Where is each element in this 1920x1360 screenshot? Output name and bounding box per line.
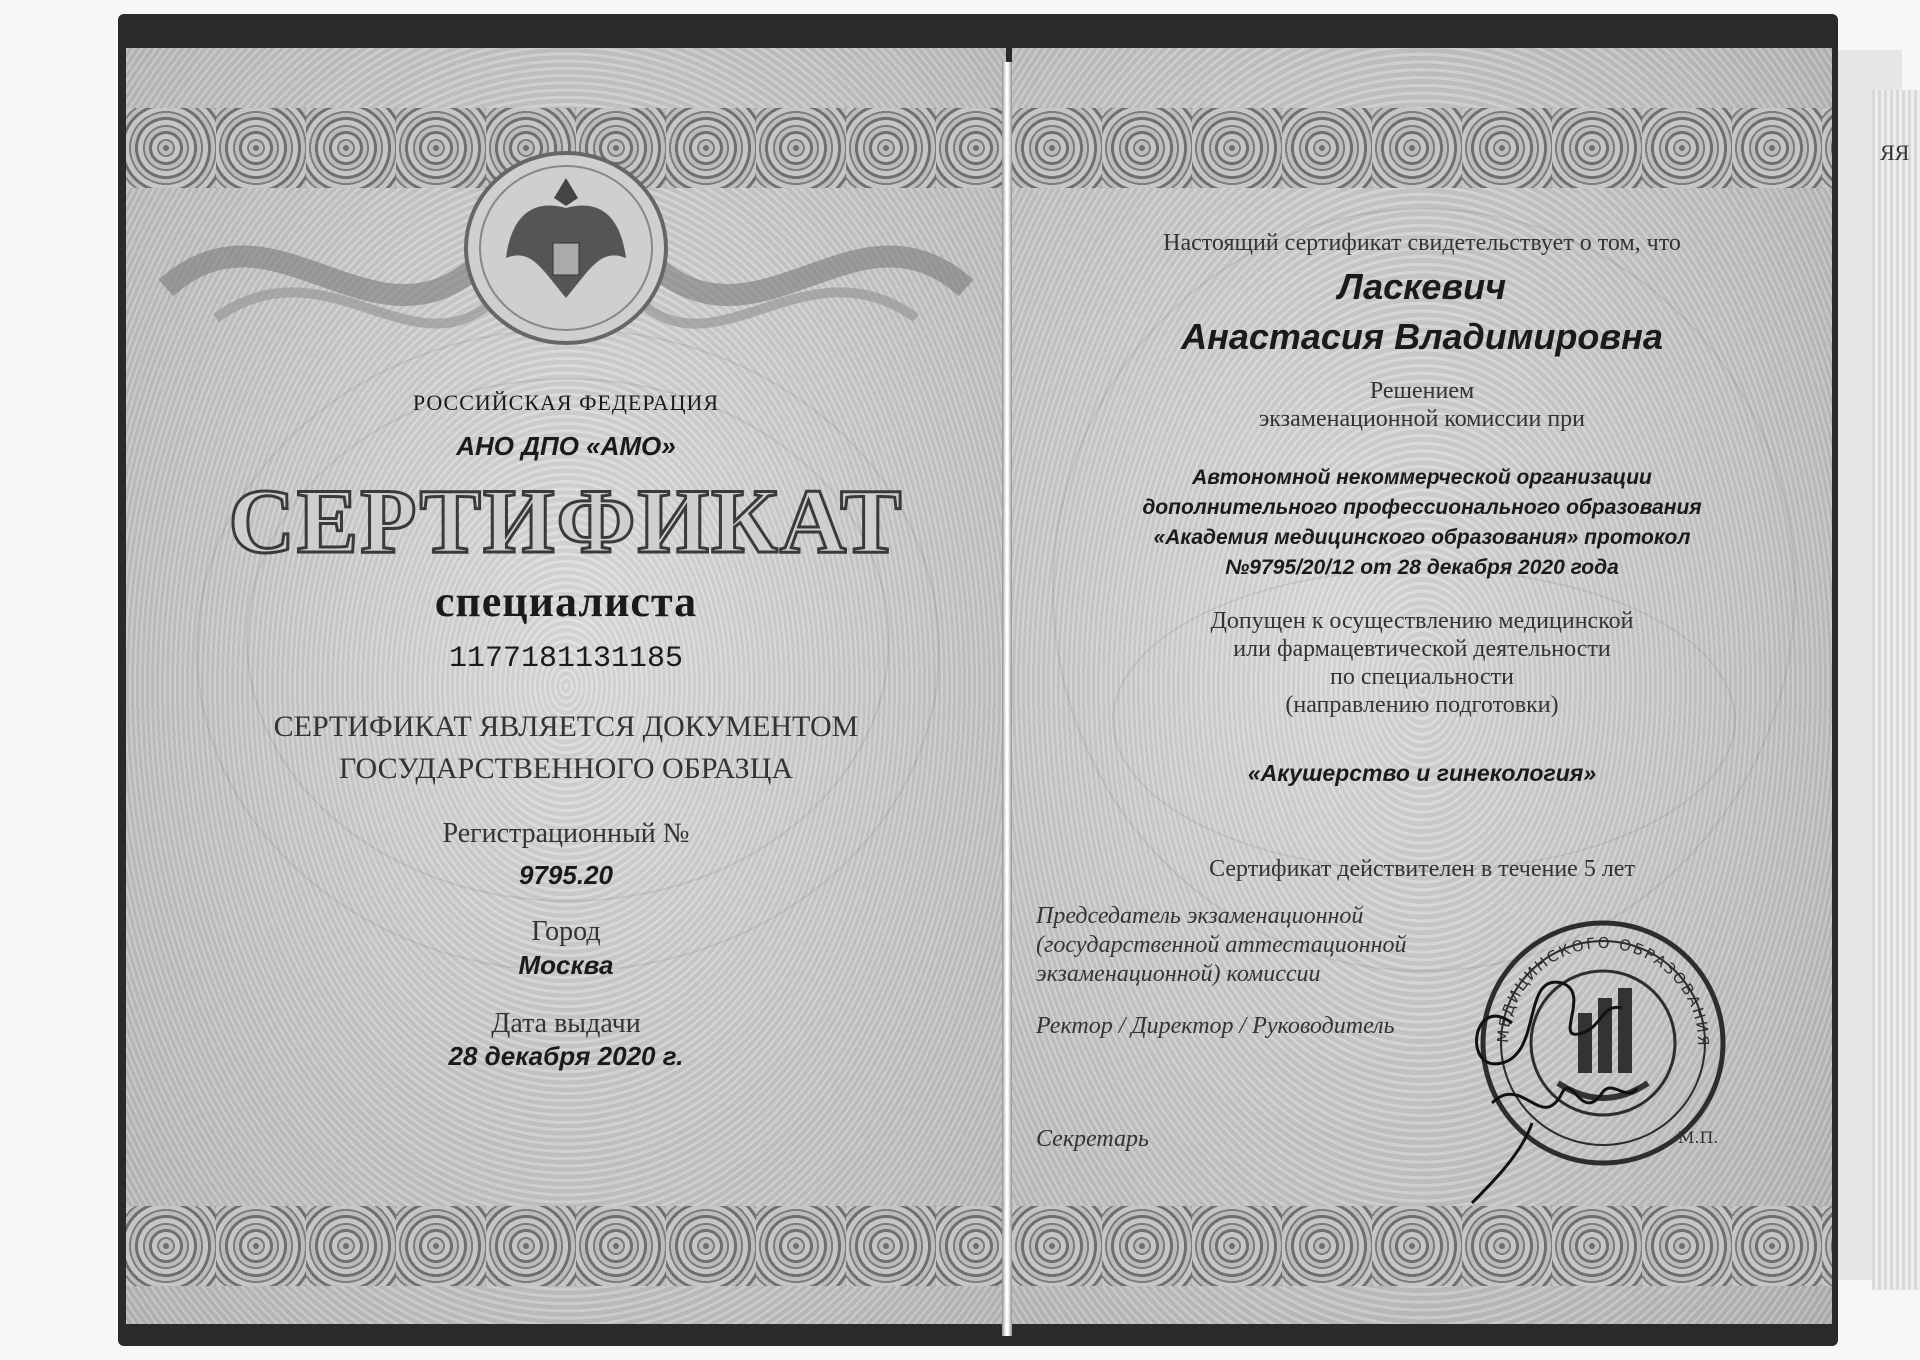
- chairman-line-2: (государственной аттестационной: [1036, 932, 1407, 958]
- serial-number: 1177181131185: [448, 642, 684, 676]
- certificate-subtitle: специалиста: [434, 577, 698, 626]
- chairman-line-3: экзаменационной) комиссии: [1036, 961, 1321, 987]
- ornament-band-bottom: [126, 1206, 1006, 1286]
- country-label: РОССИЙСКАЯ ФЕДЕРАЦИЯ: [412, 390, 720, 415]
- decision-line-2: экзаменационной комиссии при: [1258, 406, 1586, 432]
- organization-line-3: «Академия медицинского образования» протокол: [1153, 526, 1691, 549]
- state-document-line-2: ГОСУДАРСТВЕННОГО ОБРАЗЦА: [338, 752, 794, 785]
- left-page: [126, 48, 1006, 1324]
- rector-line: Ректор / Директор / Руководитель: [1036, 1013, 1395, 1039]
- protocol-line: №9795/20/12 от 28 декабря 2020 года: [1225, 556, 1619, 579]
- validity-text: Сертификат действителен в течение 5 лет: [1209, 856, 1635, 882]
- back-page-edge-text: ЯЯ: [1880, 140, 1910, 165]
- coat-of-arms-icon: [461, 148, 671, 348]
- spine-ribbon: [1002, 62, 1012, 1336]
- issue-date-label: Дата выдачи: [491, 1008, 641, 1039]
- chairman-line-1: Председатель экзаменационной: [1036, 903, 1364, 929]
- specialty: «Акушерство и гинекология»: [1247, 760, 1597, 786]
- admission-line-2: или фармацевтической деятельности: [1233, 636, 1611, 662]
- organization-line-2: дополнительного профессионального образования: [1142, 496, 1702, 519]
- holder-given-names: Анастасия Владимировна: [1181, 316, 1663, 357]
- intro-text: Настоящий сертификат свидетельствует о том, что: [1163, 230, 1681, 256]
- secretary-line: Секретарь: [1036, 1126, 1149, 1152]
- right-page: [1012, 48, 1832, 1324]
- certificate-title: СЕРТИФИКАТ: [228, 470, 904, 572]
- registration-label: Регистрационный №: [442, 818, 690, 849]
- signature: [1452, 953, 1652, 1213]
- ornament-band-top: [1012, 108, 1832, 188]
- admission-line-4: (направлению подготовки): [1285, 692, 1559, 718]
- state-document-line-1: СЕРТИФИКАТ ЯВЛЯЕТСЯ ДОКУМЕНТОМ: [273, 710, 859, 743]
- stamp-text: МЕДИЦИНСКОГО ОБРАЗОВАНИЯ: [1493, 933, 1713, 1048]
- organization-line-1: Автономной некоммерческой организации: [1192, 466, 1652, 489]
- city-label: Город: [531, 916, 601, 947]
- back-page-pattern: [1872, 90, 1920, 1290]
- stamp-mp: М.П.: [1678, 1128, 1719, 1147]
- issue-date-value: 28 декабря 2020 г.: [448, 1041, 684, 1071]
- decision-line-1: Решением: [1369, 378, 1475, 404]
- ornament-band-bottom: [1012, 1206, 1832, 1286]
- city-value: Москва: [518, 950, 614, 980]
- holder-surname: Ласкевич: [1337, 266, 1507, 307]
- admission-line-3: по специальности: [1330, 664, 1514, 690]
- registration-number: 9795.20: [519, 860, 613, 890]
- organization-short-name: АНО ДПО «АМО»: [456, 431, 676, 461]
- admission-line-1: Допущен к осуществлению медицинской: [1210, 608, 1634, 634]
